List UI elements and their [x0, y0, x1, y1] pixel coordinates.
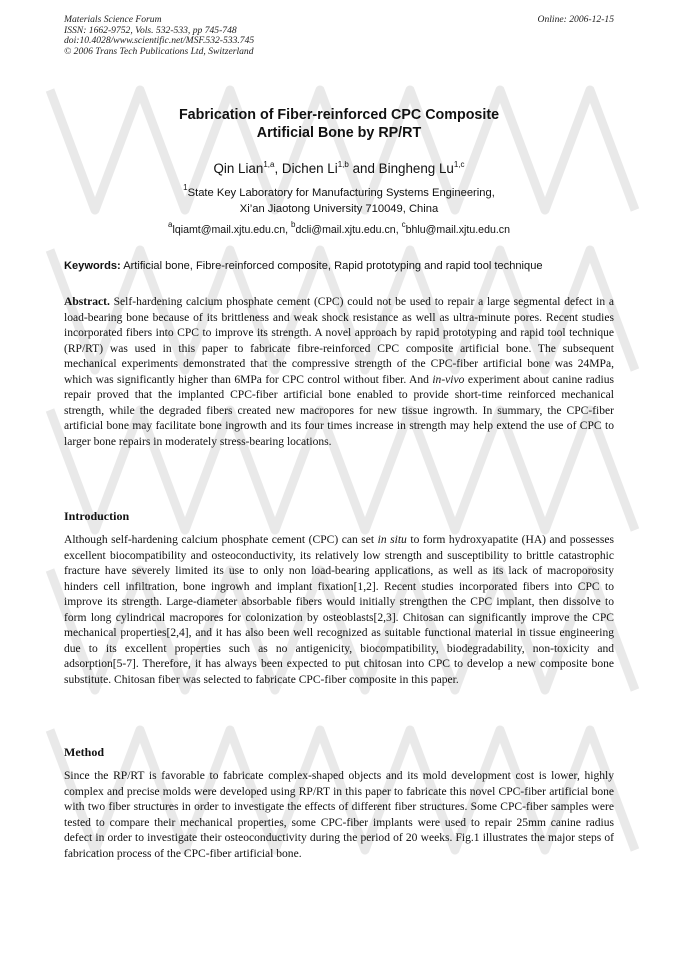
- journal-name: Materials Science Forum: [64, 14, 162, 25]
- keywords: [64, 259, 624, 273]
- author-affiliation-mark: 1,b: [337, 160, 349, 169]
- author-separator: ,: [274, 161, 282, 176]
- author-separator: and: [348, 161, 379, 176]
- email-address: lqiamt@mail.xjtu.edu.cn: [172, 224, 286, 236]
- copyright-line: © 2006 Trans Tech Publications Ltd, Switzerland: [64, 45, 254, 57]
- author-name: Dichen Li: [281, 161, 338, 176]
- introduction-heading: Introduction: [64, 509, 130, 523]
- journal-header: [64, 15, 254, 57]
- online-date: Online: 2006-12-15: [537, 14, 614, 25]
- title-line-2: Artificial Bone by RP/RT: [256, 125, 422, 141]
- method-heading: Method: [64, 745, 104, 759]
- keywords-text: Artificial bone, Fibre-reinforced composite, Rapid prototyping and rapid tool technique: [123, 260, 543, 272]
- doi-line: doi:10.4028/www.scientific.net/MSF.532-533.745: [64, 35, 255, 47]
- title-line-1: Fabrication of Fiber-reinforced CPC Composite: [178, 107, 500, 123]
- affiliation-line-1: State Key Laboratory for Manufacturing Systems Engineering,: [187, 187, 495, 199]
- email-mark: b: [290, 220, 296, 229]
- abstract-text-2: experiment about canine radius repair proved that the implanted CPC-fiber artificial bone enabled to provide short-time reinforced mechanical strength, while the degraded fibers created new macropores for new tissue ingrowth. In summary, the CPC-fiber artificial bone may facilitate bone ingrowth and its four times increase in strength may help extend the use of CPC to larger bone repairs in moderately stress-bearing locations.: [64, 373, 614, 448]
- author-affiliation-mark: 1,a: [263, 160, 275, 169]
- affiliation: [0, 183, 678, 217]
- introduction-text-2: to form hydroxyapatite (HA) and possesses excellent biocompatibility and osteoconductivity, its relatively low strength and susceptibility to brittle catastrophic fracture have severely limited its use to only non load-bearing applications, as well as its lack of macroporosity hinders cell infiltration, bone ingrowh and implant fixation[1,2]. Recent studies incorporated fibers into CPC to improve its strength. Large-diameter absorbable fibers would initially strengthen the CPC implant, then dissolve to form long cylindrical macropores for colonization by osteoblasts[2,3]. Chitosan can significantly improve the CPC mechanical properties[2,4], and it has also been well recognized as suitable functional material in tissue engineering due to its excellent properties such as no antigenicity, biocompatibility, biodegradability, non-toxicity and adsorption[5-7]. Therefore, it has always been expected to put chitosan into CPC to develop a new composite bone substitute. Chitosan fiber was selected to fabricate CPC-fiber composite in this paper.: [64, 534, 614, 686]
- abstract-text-1: Self-hardening calcium phosphate cement (CPC) could not be used to repair a large segmental defect in a load-bearing bone because of its brittleness and weak shock resistance as well as ultra-minute pores. Recent studies incorporated fibers into CPC to improve its strength. A novel approach by rapid prototyping and rapid tool technique (RP/RT) was used in this paper to fabricate fibre-reinforced CPC composite artificial bone. The subsequent mechanical experiments demonstrated that the compressive strength of the CPC-fiber artificial bone was 24MPa, which was significantly higher than 6MPa for CPC control without fiber. And: [64, 296, 615, 386]
- introduction-italic: in situ: [377, 534, 407, 546]
- method-paragraph: Since the RP/RT is favorable to fabricate complex-shaped objects and its mold development cost is lower, highly complex and precise molds were developed using RP/RT in this paper to fabricate this novel CPC-fiber artificial bone with two fiber structures in order to investigate the effects of different fiber structures. Some CPC-fiber samples were tested to compare their mechanical properties, some CPC-fiber implants were used to repair 25mm canine radius defect in order to investigate their osteoconductivity during the period of 20 weeks. Fig.1 illustrates the major steps of fabrication process of the CPC-fiber artificial bone.: [64, 770, 614, 860]
- abstract-italic: in-vivo: [432, 373, 465, 386]
- author-name: Qin Lian: [213, 161, 264, 176]
- abstract-label: Abstract.: [64, 296, 110, 308]
- email-mark: c: [401, 220, 406, 229]
- affiliation-line-2: Xi’an Jiaotong University 710049, China: [239, 202, 439, 215]
- introduction-paragraph: [64, 533, 614, 688]
- introduction-text-1: Although self-hardening calcium phosphate cement (CPC) can set: [64, 534, 378, 546]
- issn-line: ISSN: 1662-9752, Vols. 532-533, pp 745-748: [64, 24, 237, 36]
- paper-title: [0, 106, 678, 142]
- author-list: [0, 161, 678, 177]
- author-affiliation-mark: 1,c: [453, 160, 465, 169]
- email-address: dcli@mail.xjtu.edu.cn: [295, 224, 396, 236]
- email-mark: a: [168, 220, 173, 229]
- abstract-paragraph: [64, 295, 614, 450]
- affiliation-mark: 1: [183, 183, 188, 192]
- author-name: Bingheng Lu: [378, 161, 454, 176]
- keywords-label: Keywords:: [64, 260, 121, 272]
- email-list: $^a$lqiamt@mail.xjtu.edu.cn, $^b$dcli@mail.xjtu.edu.cn, $^c$bhlu@mail.xjtu.edu.cn: [168, 220, 510, 236]
- email-address: bhlu@mail.xjtu.edu.cn: [405, 224, 510, 236]
